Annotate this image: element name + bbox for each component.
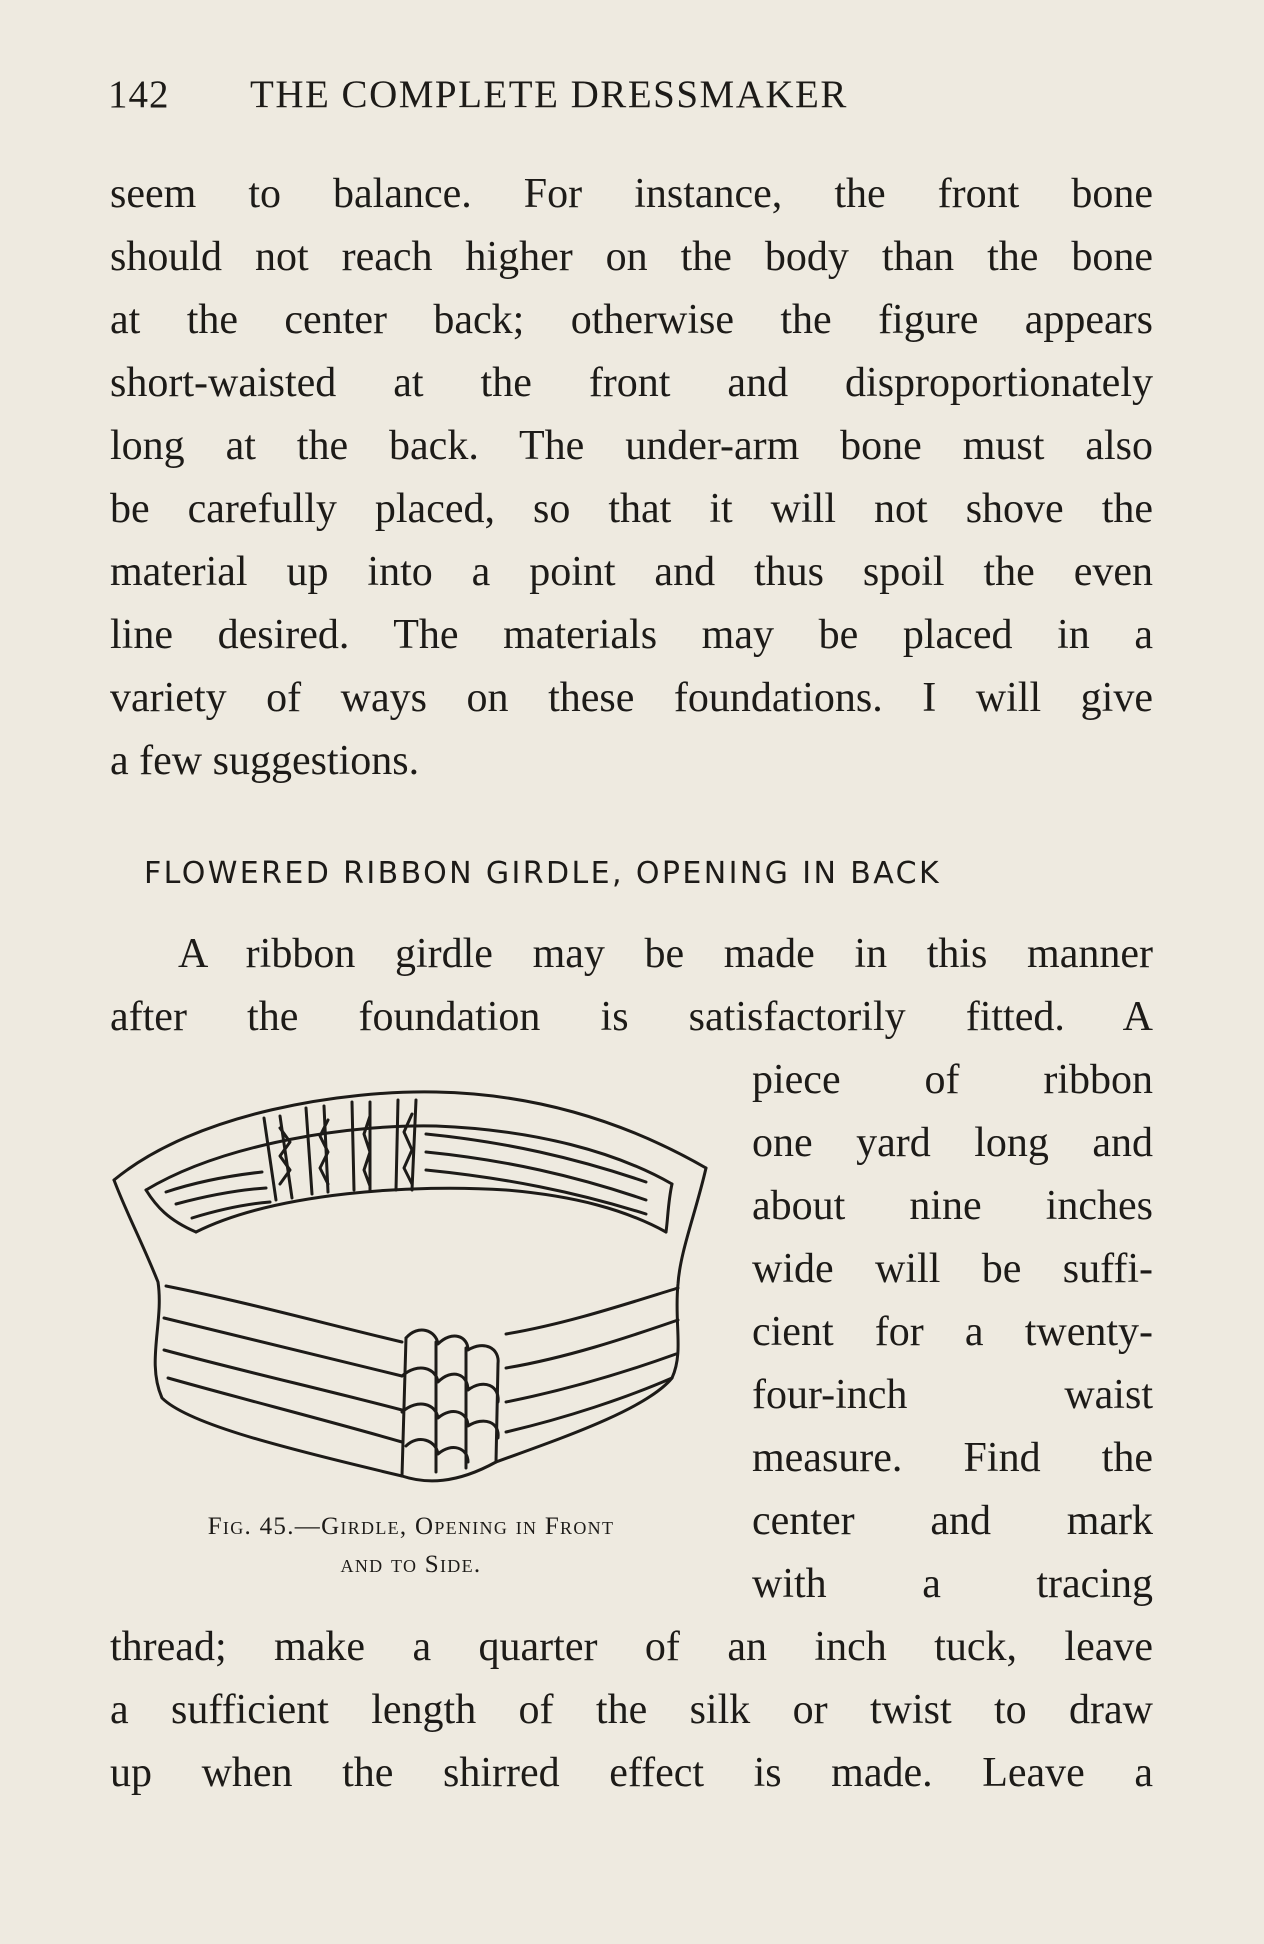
body-line: be carefully placed, so that it will not shove the (110, 486, 1153, 532)
body-line-narrow: wide will be suffi- (752, 1246, 1153, 1292)
page-number: 142 (108, 73, 170, 116)
body-line: seem to balance. For instance, the front bone (110, 171, 1153, 217)
body-line-narrow: measure. Find the (752, 1435, 1153, 1481)
caption-line: and to Side. (340, 1551, 482, 1578)
body-line-narrow: piece of ribbon (752, 1057, 1153, 1103)
body-line: line desired. The materials may be placed in a (110, 612, 1153, 658)
body-line: thread; make a quarter of an inch tuck, leave (110, 1624, 1153, 1670)
body-line: a few suggestions. (110, 738, 420, 784)
caption-line: Fig. 45.—Girdle, Opening in Front (207, 1513, 615, 1540)
body-line-narrow: four-inch waist (752, 1372, 1153, 1418)
book-title: THE COMPLETE DRESSMAKER (250, 73, 848, 116)
body-line-narrow: one yard long and (752, 1120, 1153, 1166)
body-line: A ribbon girdle may be made in this manner (178, 931, 1153, 977)
body-line-narrow: cient for a twenty- (752, 1309, 1153, 1355)
body-line-narrow: center and mark (752, 1498, 1153, 1544)
body-line-narrow: about nine inches (752, 1183, 1153, 1229)
body-line: a sufficient length of the silk or twist to draw (110, 1687, 1153, 1733)
running-head (108, 72, 1008, 128)
section-heading: FLOWERED RIBBON GIRDLE, OPENING IN BACK (144, 856, 942, 891)
body-line: long at the back. The under-arm bone must also (110, 423, 1153, 469)
figure-caption (108, 1508, 714, 1584)
body-line: at the center back; otherwise the figure appears (110, 297, 1153, 343)
body-line: variety of ways on these foundations. I will give (110, 675, 1153, 721)
girdle-illustration (106, 1072, 712, 1502)
girdle-drawing (106, 1072, 712, 1502)
body-line: after the foundation is satisfactorily fitted. A (110, 994, 1153, 1040)
body-line-narrow: with a tracing (752, 1561, 1153, 1607)
body-line: material up into a point and thus spoil the even (110, 549, 1153, 595)
body-line: up when the shirred effect is made. Leave a (110, 1750, 1153, 1796)
body-line: short-waisted at the front and disproportionately (110, 360, 1153, 406)
body-line: should not reach higher on the body than the bone (110, 234, 1153, 280)
